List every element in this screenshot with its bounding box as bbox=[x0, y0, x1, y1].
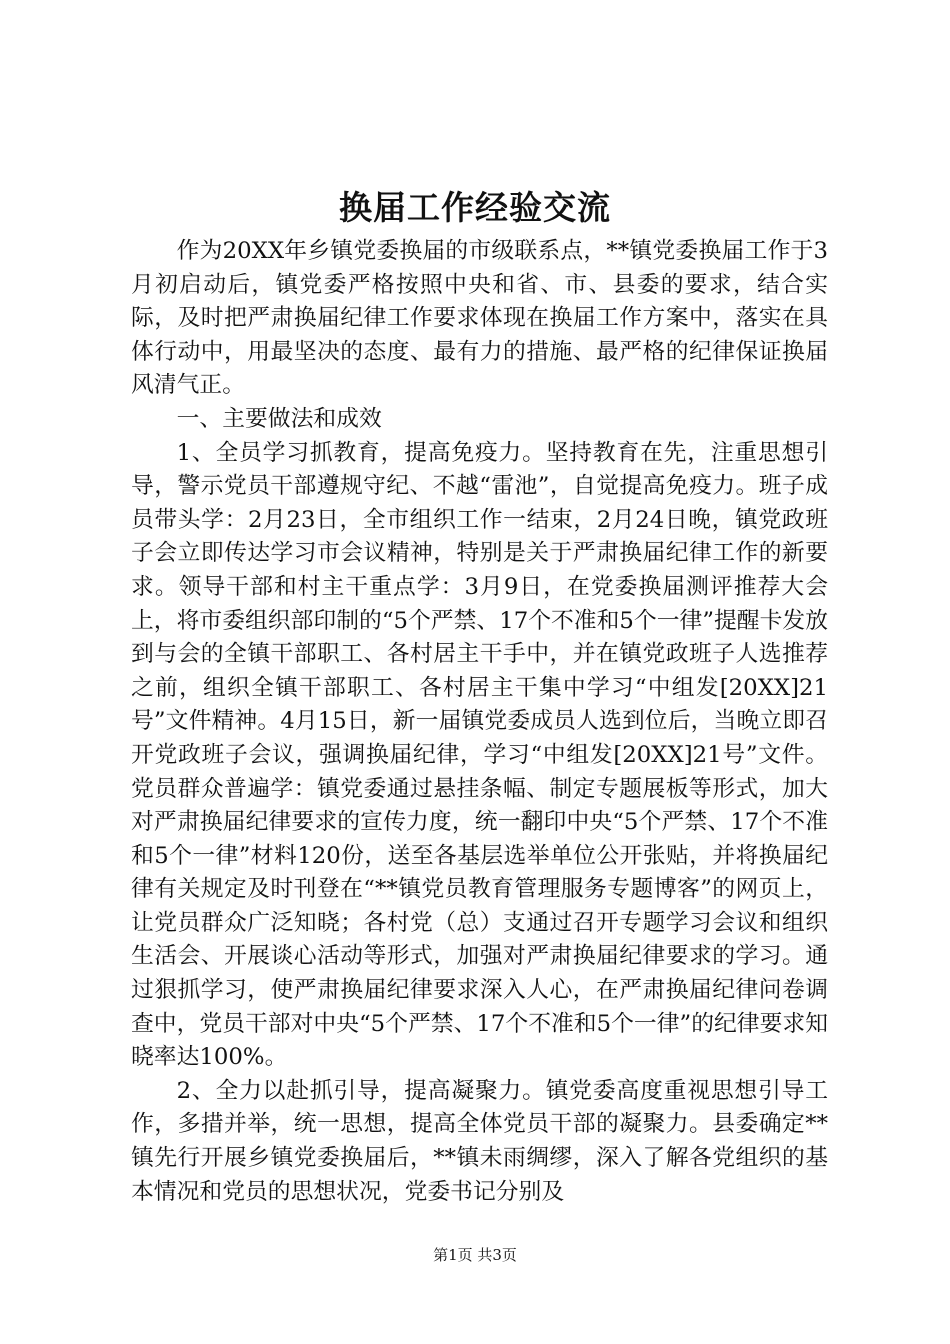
page-number-footer: 第1页 共3页 bbox=[433, 1246, 517, 1264]
section-heading: 一、主要做法和成效 bbox=[176, 405, 382, 432]
document-body bbox=[131, 235, 828, 1209]
paragraph-item-1: 1、全员学习抓教育，提高免疫力。坚持教育在先，注重思想引导，警示党员干部遵规守纪、不越“雷池”，自觉提高免疫力。班子成员带头学：2月23日，全市组织工作一结束，2月24日晚，镇党政班子会立即传达学习市会议精神，特别是关于严肃换届纪律工作的新要求。领导干部和村主干重点学：3月9日，在党委换届测评推荐大会上，将市委组织部印制的“5个严禁、17个不准和5个一律”提醒卡发放到与会的全镇干部职工、各村居主干手中，并在镇党政班子人选推荐之前，组织全镇干部职工、各村居主干集中学习“中组发[20XX]21号”文件精神。4月15日，新一届镇党委成员人选到位后，当晚立即召开党政班子会议，强调换届纪律，学习“中组发[20XX]21号”文件。党员群众普遍学：镇党委通过悬挂条幅、制定专题展板等形式，加大对严肃换届纪律要求的宣传力度，统一翻印中央“5个严禁、17个不准和5个一律”材料120份，送至各基层选举单位公开张贴，并将换届纪律有关规定及时刊登在“**镇党员教育管理服务专题博客”的网页上，让党员群众广泛知晓；各村党（总）支通过召开专题学习会议和组织生活会、开展谈心活动等形式，加强对严肃换届纪律要求的学习。通过狠抓学习，使严肃换届纪律要求深入人心，在严肃换届纪律问卷调查中，党员干部对中央“5个严禁、17个不准和5个一律”的纪律要求知晓率达100%。 bbox=[131, 439, 828, 1071]
paragraph-intro: 作为20XX年乡镇党委换届的市级联系点，**镇党委换届工作于3月初启动后，镇党委严格按照中央和省、市、县委的要求，结合实际，及时把严肃换届纪律工作要求体现在换届工作方案中，落实在具体行动中，用最坚决的态度、最有力的措施、最严格的纪律保证换届风清气正。 bbox=[131, 238, 828, 399]
document-title: 换届工作经验交流 bbox=[339, 188, 611, 227]
paragraph-item-2: 2、全力以赴抓引导，提高凝聚力。镇党委高度重视思想引导工作，多措并举，统一思想，提高全体党员干部的凝聚力。县委确定**镇先行开展乡镇党委换届后，**镇未雨绸缪，深入了解各党组织的基本情况和党员的思想状况，党委书记分别及 bbox=[131, 1077, 828, 1205]
